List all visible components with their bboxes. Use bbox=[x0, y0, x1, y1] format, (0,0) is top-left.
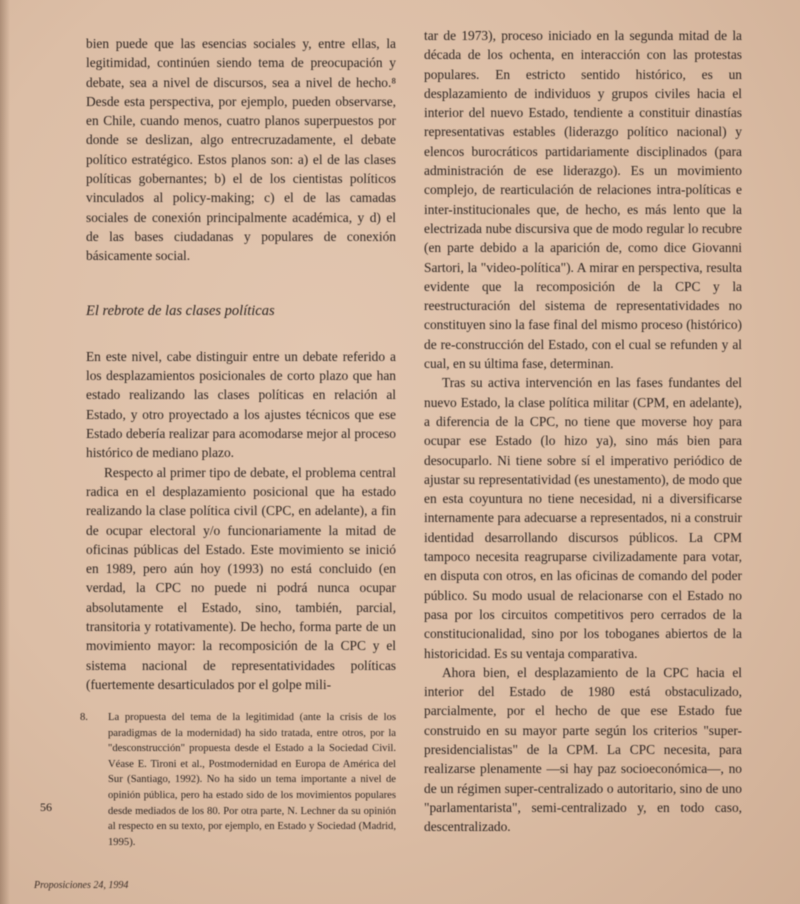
right-paragraph-1: tar de 1973), proceso iniciado en la segunda mitad de la década de los ochenta, en interacción con las protestas populares. En estricto sentido histórico, es un desplazamiento de individuos y grupos civiles hacia el interior del nuevo Estado, tendiente a constituir dinastías representativas estables (liderazgo político nacional) y elencos burocráticos partidariamente disciplinados (para administración de ese liderazgo). Es un movimiento complejo, de rearticulación de relaciones intra-políticas e inter-institucionales que, de hecho, es más lento que la electrizada nube discursiva que de modo regular lo recubre (en parte debido a la aparición de, como dice Giovanni Sartori, la "video-política"). A mirar en perspectiva, resulta evidente que la recomposición de la CPC y la reestructuración del sistema de representatividades no constituyen sino la fase final del mismo proceso (histórico) de re-construcción del Estado, con el cual se refunden y al cual, en su última fase, determinan. bbox=[424, 28, 742, 372]
right-paragraph-3: Ahora bien, el desplazamiento de la CPC hacia el interior del Estado de 1980 está obstaculizado, parcialmente, por el hecho de que ese Estado fue construido en su mayor parte según los criterios "super-presidencialistas" de la CPM. La CPC necesita, para realizarse plenamente —si hay paz socioeconómica—, no de un régimen super-centralizado o autoritario, sino de uno "parlamentarista", semi-centralizado y, en todo caso, descentralizado. bbox=[424, 664, 742, 835]
right-paragraph-2: Tras su activa intervención en las fases fundantes del nuevo Estado, la clase política militar (CPM, en adelante), a diferencia de la CPC, no tiene que moverse hoy para ocupar ese Estado (lo hizo ya), sino más bien para desocuparlo. Ni tiene sobre sí el imperativo periódico de ajustar su representatividad (es unestamento), de modo que en esta coyuntura no tiene necesidad, ni a diversificarse internamente para adecuarse a representados, ni a construir identidad desarrollando discursos públicos. La CPM tampoco necesita reagruparse civilizadamente para votar, en disputa con otros, en las oficinas de comando del poder público. Su modo usual de relacionarse con el Estado no pasa por los circuitos competitivos pero cerrados de la constitucionalidad, sino por los toboganes abiertos de la historicidad. Es su ventaja comparativa. bbox=[424, 375, 742, 661]
footnote-mark: 8. bbox=[80, 712, 88, 723]
section-heading: El rebrote de las clases políticas bbox=[86, 302, 275, 319]
right-column bbox=[424, 26, 742, 836]
left-paragraph-3: Respecto al primer tipo de debate, el problema central radica en el desplazamiento posicional que ha estado realizando la clase política civil (CPC, en adelante), a fin de ocupar electoral y/o funcionariamente la mitad de oficinas públicas del Estado. Este movimiento se inició en 1989, pero aún hoy (1993) no está concluido (en verdad, la CPC no puede ni podrá nunca ocupar absolutamente el Estado, sino, también, parcial, transitoria y rotativamente). De hecho, forma parte de un movimiento mayor: la recomposición de la CPC y el sistema nacional de representatividades políticas (fuertemente desarticulados por el golpe mili- bbox=[86, 464, 396, 692]
running-footer: Proposiciones 24, 1994 bbox=[34, 880, 129, 891]
left-paragraph-1: bien puede que las esencias sociales y, entre ellas, la legitimidad, continúen siendo tema de preocupación y debate, sea a nivel de discursos, sea a nivel de hecho.⁸ Desde esta perspectiva, por ejemplo, pueden observarse, en Chile, cuando menos, cuatro planos superpuestos por donde se deslizan, algo entrecruzadamente, el debate político estratégico. Estos planos son: a) el de las clases políticas gobernantes; b) el de los cientistas políticos vinculados al policy-making; c) el de las camadas sociales de conexión principalmente académica, y d) el de las bases ciudadanas y populares de conexión básicamente social. bbox=[86, 36, 396, 264]
left-column bbox=[86, 34, 396, 694]
left-paragraph-2: En este nivel, cabe distinguir entre un debate referido a los desplazamientos posicionales de corto plazo que han estado realizando las clases políticas en relación al Estado, y otro proyectado a los ajustes técnicos que ese Estado debería realizar para acomodarse mejor al proceso histórico de mediano plazo. bbox=[86, 348, 396, 461]
binding-shadow bbox=[0, 0, 10, 904]
footnote bbox=[80, 710, 396, 850]
page-number: 56 bbox=[40, 800, 52, 814]
footnote-text: La propuesta del tema de la legitimidad (ante la crisis de los paradigmas de la modernidad) ha sido tratada, entre otros, por la "desconstrucción" propuesta desde el Estado a la Sociedad Civil. Véase E. Tironi et al., Postmodernidad en Europa de América del Sur (Santiago, 1992). No ha sido un tema importante a nivel de opinión pública, pero ha estado sido de los movimientos populares desde mediados de los 80. Por otra parte, N. Lechner da su opinión al respecto en su texto, por ejemplo, en Estado y Sociedad (Madrid, 1995). bbox=[108, 712, 396, 848]
